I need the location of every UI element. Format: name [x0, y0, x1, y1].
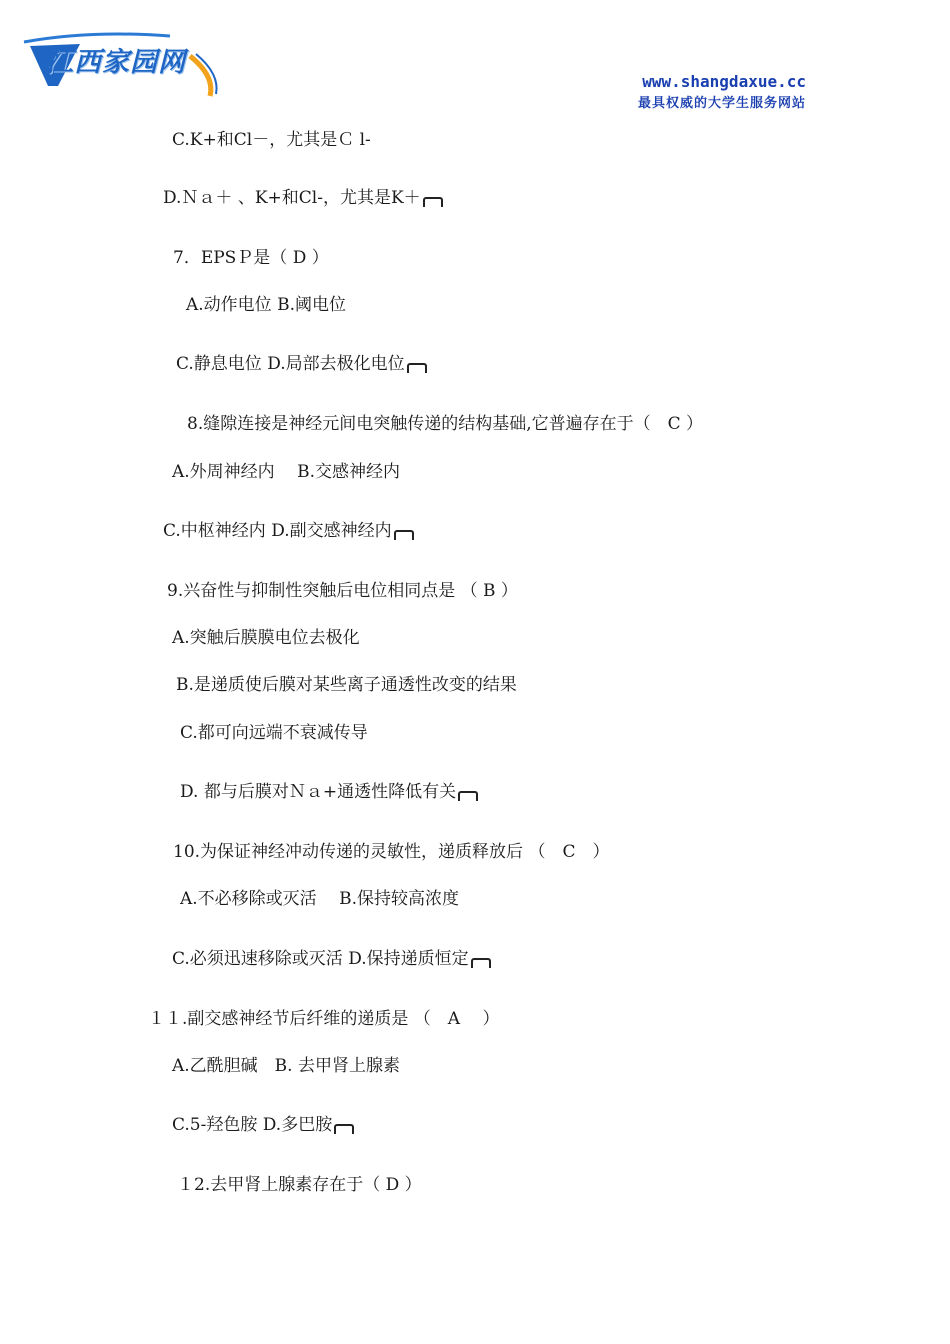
line-text: A.突触后膜膜电位去极化 [172, 628, 360, 648]
text-line [180, 888, 459, 910]
line-text: A.动作电位 B.阈电位 [186, 295, 346, 315]
text-line [180, 781, 478, 803]
text-line [163, 520, 414, 542]
text-line [172, 1114, 354, 1136]
line-text: 7．EPSＰ是（ D ） [173, 248, 329, 268]
text-line [172, 1055, 400, 1077]
line-text: A.乙酰胆碱 B. 去甲肾上腺素 [172, 1056, 400, 1076]
paragraph-mark-icon [458, 791, 478, 801]
line-text: １１.副交感神经节后纤维的递质是 （ A ） [148, 1009, 500, 1029]
text-line [173, 841, 609, 863]
line-text: A.不必移除或灭活 B.保持较高浓度 [180, 889, 459, 909]
text-line [180, 722, 368, 744]
text-line [148, 1008, 500, 1030]
text-line [177, 1174, 422, 1196]
site-url-link[interactable]: www.shangdaxue.cc [642, 72, 806, 91]
text-line [163, 187, 443, 209]
line-text: C.必须迅速移除或灭活 D.保持递质恒定 [172, 949, 469, 969]
line-text: A.外周神经内 B.交感神经内 [172, 462, 400, 482]
line-text: 8.缝隙连接是神经元间电突触传递的结构基础,它普遍存在于（ C ） [187, 414, 704, 434]
paragraph-mark-icon [423, 197, 443, 207]
text-line [172, 627, 360, 649]
line-text: D.Ｎａ＋ 、K+和Cl-，尤其是K＋ [163, 188, 421, 208]
line-text: １2.去甲肾上腺素存在于（ D ） [177, 1175, 422, 1195]
text-line [187, 413, 703, 435]
paragraph-mark-icon [407, 363, 427, 373]
site-slogan: 最具权威的大学生服务网站 [637, 96, 806, 111]
line-text: C.都可向远端不衰减传导 [180, 723, 368, 743]
text-line [176, 674, 517, 696]
line-text: 9.兴奋性与抑制性突触后电位相同点是 （ B ） [167, 581, 518, 601]
text-line [186, 294, 346, 316]
line-text: C.静息电位 D.局部去极化电位 [176, 354, 405, 374]
text-line [172, 948, 491, 970]
paragraph-mark-icon [334, 1124, 354, 1134]
line-text: C.5-羟色胺 D.多巴胺 [172, 1115, 333, 1135]
line-text: 10.为保证神经冲动传递的灵敏性，递质释放后 （ C ） [173, 842, 610, 862]
paragraph-mark-icon [471, 958, 491, 968]
logo-text: 江西家园网 [46, 47, 186, 78]
paragraph-mark-icon [394, 530, 414, 540]
line-text: C.K+和Cl－，尤其是Ｃ l- [172, 130, 371, 150]
text-line [172, 461, 400, 483]
line-text: C.中枢神经内 D.副交感神经内 [163, 521, 392, 541]
line-text: D. 都与后膜对Ｎａ+通透性降低有关 [180, 782, 457, 802]
line-text: B.是递质使后膜对某些离子通透性改变的结果 [176, 675, 517, 695]
text-line [176, 353, 427, 375]
text-line [167, 580, 518, 602]
text-line [172, 129, 371, 151]
text-line [173, 247, 329, 269]
